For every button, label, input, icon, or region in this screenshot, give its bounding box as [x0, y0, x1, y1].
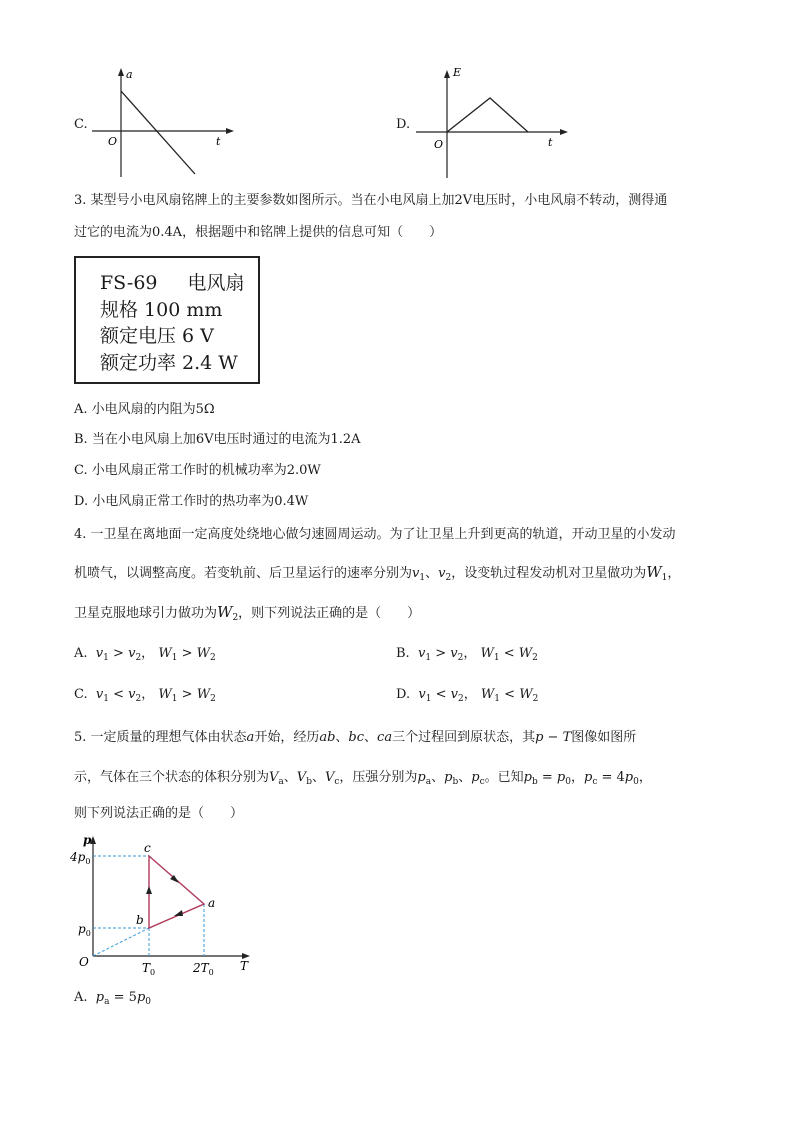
y-tick-p0: $p_0$ — [78, 922, 91, 938]
pt-graph-y-label: p — [83, 833, 92, 847]
q3-option-c: C. 小电风扇正常工作时的机械功率为2.0W — [74, 463, 321, 478]
plate-row-1 — [100, 272, 245, 294]
graph-c-x-arrow — [226, 128, 234, 134]
pt-graph-x-label: T — [240, 959, 249, 973]
x-tick-t0: $T_0$ — [142, 961, 156, 977]
point-a-label: a — [208, 896, 216, 910]
graph-c-line — [121, 91, 195, 174]
option-d-label: D. — [396, 117, 411, 132]
plate-name: 电风扇 — [187, 272, 245, 294]
q5-line-3: 则下列说法正确的是（ ） — [74, 806, 244, 821]
q3-option-a: A. 小电风扇的内阻为5Ω — [74, 402, 215, 417]
graph-d-origin: O — [434, 138, 444, 151]
y-tick-4p0: $4p_0$ — [70, 850, 91, 866]
q4-line-3: 卫星克服地球引力做功为$W_2$，则下列说法正确的是（ ） — [74, 603, 421, 623]
graph-c-x-label: t — [216, 135, 221, 148]
pt-graph — [70, 830, 270, 980]
q3-line-2: 过它的电流为0.4A，根据题中和铭牌上提供的信息可知（ ） — [74, 225, 443, 240]
plate-voltage: 额定电压 6 V — [100, 325, 214, 347]
plate-model: FS-69 — [100, 272, 158, 294]
guide-origin-b — [93, 928, 149, 956]
option-c-label: C. — [74, 117, 88, 132]
q5-line-1: 5. 一定质量的理想气体由状态a开始，经历ab、bc、ca三个过程回到原状态，其p − T图像如图所 — [74, 730, 637, 745]
q4-option-a: A. $v_1 > v_2$， $W_1 > W_2$ — [74, 646, 216, 663]
q5-line-2: 示，气体在三个状态的体积分别为$V_a$、$V_b$、$V_c$，压强分别为$p_a$、$p_b$、$p_c$。已知$p_b = p_0$，$p_c = 4p_0$， — [74, 770, 652, 787]
q4-line-1: 4. 一卫星在离地面一定高度处绕地心做匀速圆周运动。为了让卫星上升到更高的轨道，开动卫星的小发动 — [74, 527, 676, 542]
graph-d-y-arrow — [444, 70, 450, 78]
pt-graph-origin: O — [79, 955, 89, 969]
graph-d-x-label: t — [548, 136, 553, 149]
x-tick-2t0: $2T_0$ — [193, 961, 214, 977]
graph-d-y-label: E — [453, 66, 462, 79]
graph-d-line — [447, 98, 528, 132]
q4-option-c: C. $v_1 < v_2$， $W_1 > W_2$ — [74, 687, 216, 704]
nameplate-box — [74, 256, 260, 384]
q5-option-a: A. $p_a = 5p_0$ — [74, 990, 151, 1007]
graph-c — [88, 62, 238, 182]
plate-power: 额定功率 2.4 W — [100, 352, 238, 374]
point-c-label: c — [144, 841, 151, 855]
graph-d — [412, 62, 572, 182]
arrow-bc — [146, 886, 152, 894]
q3-line-1: 3. 某型号小电风扇铭牌上的主要参数如图所示。当在小电风扇上加2V电压时，小电风扇不转动，测得通 — [74, 193, 668, 208]
q3-option-d: D. 小电风扇正常工作时的热功率为0.4W — [74, 494, 309, 509]
graph-c-origin: O — [108, 135, 118, 148]
plate-spec: 规格 100 mm — [100, 299, 223, 321]
point-b-label: b — [136, 913, 144, 927]
arrow-ab — [174, 910, 183, 916]
graph-d-x-arrow — [560, 129, 568, 135]
q4-line-2: 机喷气，以调整高度。若变轨前、后卫星运行的速率分别为$v_1$、$v_2$，设变轨过程发动机对卫星做功为$W_1$， — [74, 563, 681, 583]
q4-option-b: B. $v_1 > v_2$， $W_1 < W_2$ — [396, 646, 538, 663]
q4-option-d: D. $v_1 < v_2$， $W_1 < W_2$ — [396, 687, 539, 704]
cycle-path — [149, 856, 204, 928]
graph-c-y-label: a — [126, 68, 133, 81]
q3-option-b: B. 当在小电风扇上加6V电压时通过的电流为1.2A — [74, 432, 361, 447]
graph-c-y-arrow — [118, 68, 124, 76]
